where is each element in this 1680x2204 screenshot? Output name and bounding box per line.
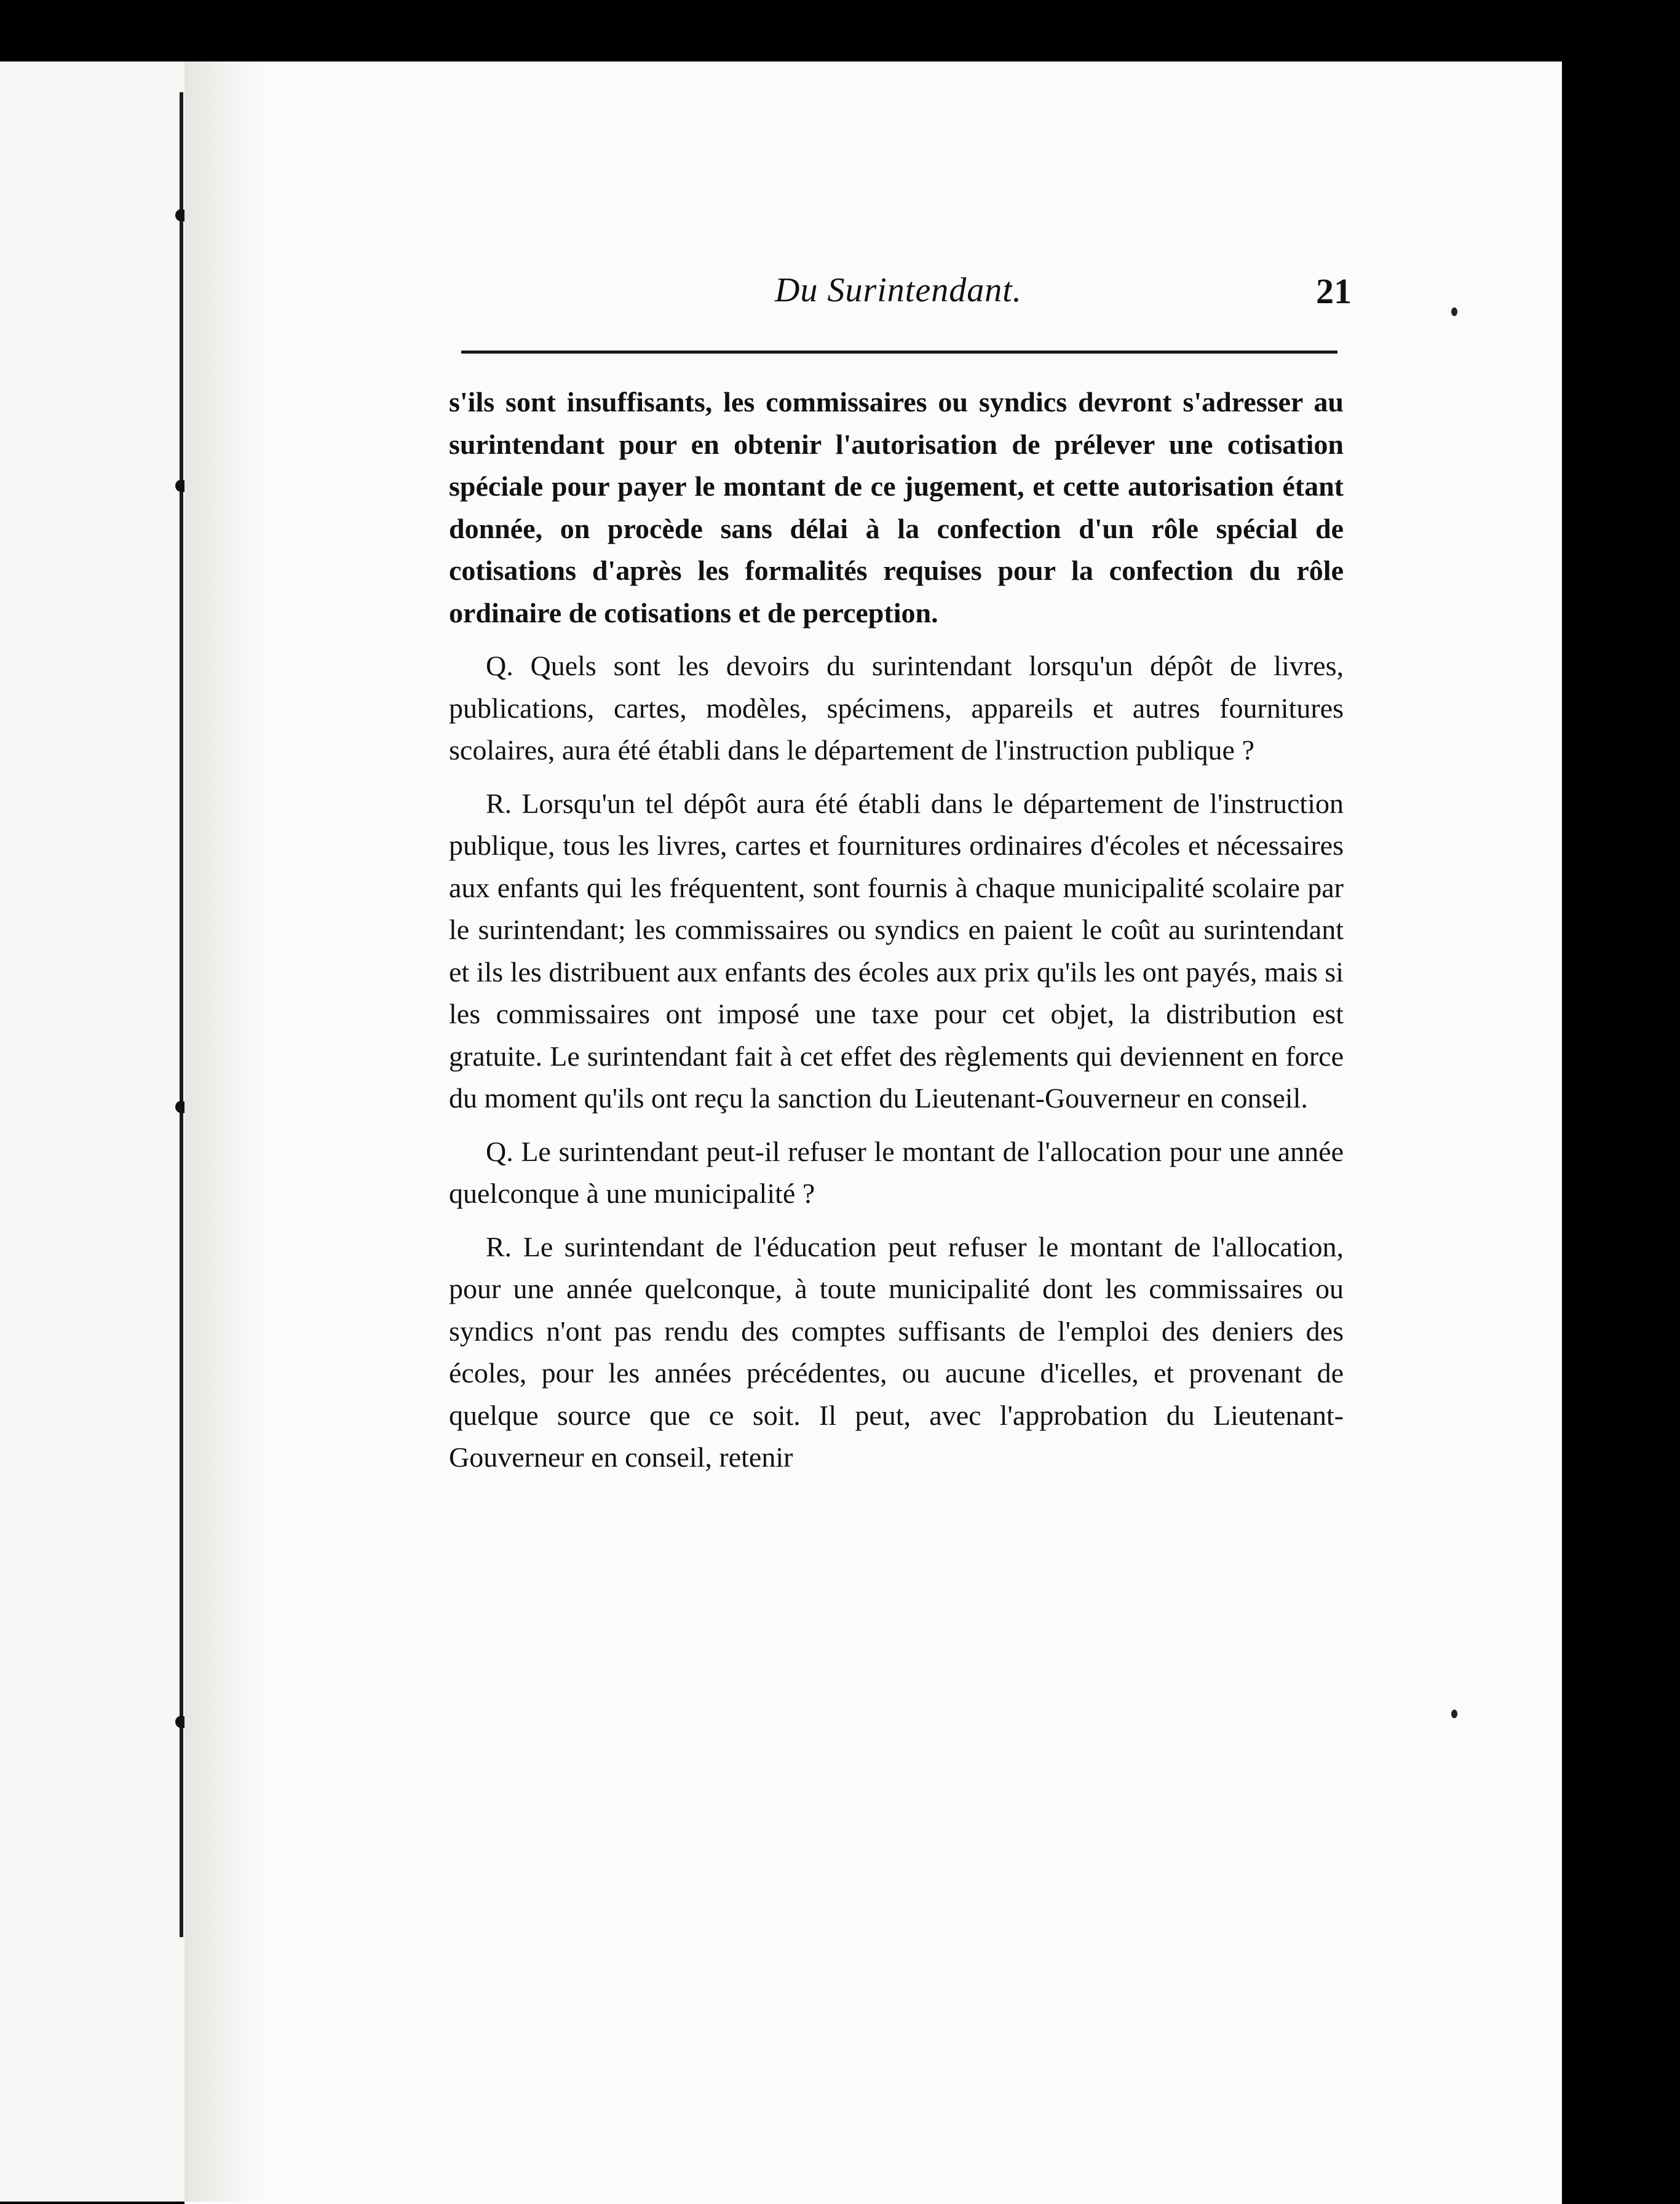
running-head: Du Surintendant. — [775, 271, 1022, 309]
paragraph-continuation: s'ils sont insuffisants, les commissaires ou syndics devront s'adresser au surintendant pour en obtenir l'autorisation de prélever une cotisation spéciale pour payer le montant de ce jugement, et cette autorisation étant donnée, on procède sans délai à la confection d'un rôle spécial de cotisations d'après les formalités requises pour la confection du rôle ordinaire de cotisations et de perception. — [449, 386, 1344, 628]
book-page — [184, 61, 1562, 2204]
gutter-shadow — [184, 61, 271, 2202]
binding-line — [180, 92, 183, 1937]
paragraph-answer: R. Lorsqu'un tel dépôt aura été établi dans le département de l'instruction publique, tous les livres, cartes et fournitures ordinaires d'écoles et nécessaires aux enfants qui les fréquentent, sont fournis à chaque municipalité scolaire par le surintendant; les commissaires ou syndics en paient le coût au surintendant et ils les distribuent aux enfants des écoles aux prix qu'ils les ont payés, mais si les commissaires ont imposé une taxe pour cet objet, la distribution est gratuite. Le surintendant fait à cet effet des règlements qui deviennent en force du moment qu'ils ont reçu la sanction du Lieutenant-Gouverneur en conseil. — [449, 787, 1344, 1114]
body-text — [449, 381, 1344, 1490]
speck — [1451, 307, 1457, 316]
paragraph-question: Q. Le surintendant peut-il refuser le montant de l'allocation pour une année quelconque à une municipalité ? — [449, 1135, 1344, 1209]
facing-page-edge — [0, 61, 184, 2202]
speck — [1451, 1710, 1457, 1718]
page-number: 21 — [1316, 271, 1352, 311]
paragraph-question: Q. Quels sont les devoirs du surintendant lorsqu'un dépôt de livres, publications, cartes, modèles, spécimens, appareils et autres fournitures scolaires, aura été établi dans le département de l'instruction publique ? — [449, 650, 1344, 766]
paragraph-answer: R. Le surintendant de l'éducation peut refuser le montant de l'allocation, pour une année quelconque, à toute municipalité dont les commissaires ou syndics n'ont pas rendu des comptes suffisants de l'emploi des deniers des écoles, pour les années précédentes, ou aucune d'icelles, et provenant de quelque source que ce soit. Il peut, avec l'approbation du Lieutenant-Gouverneur en conseil, retenir — [449, 1231, 1344, 1473]
header-rule — [461, 351, 1337, 354]
